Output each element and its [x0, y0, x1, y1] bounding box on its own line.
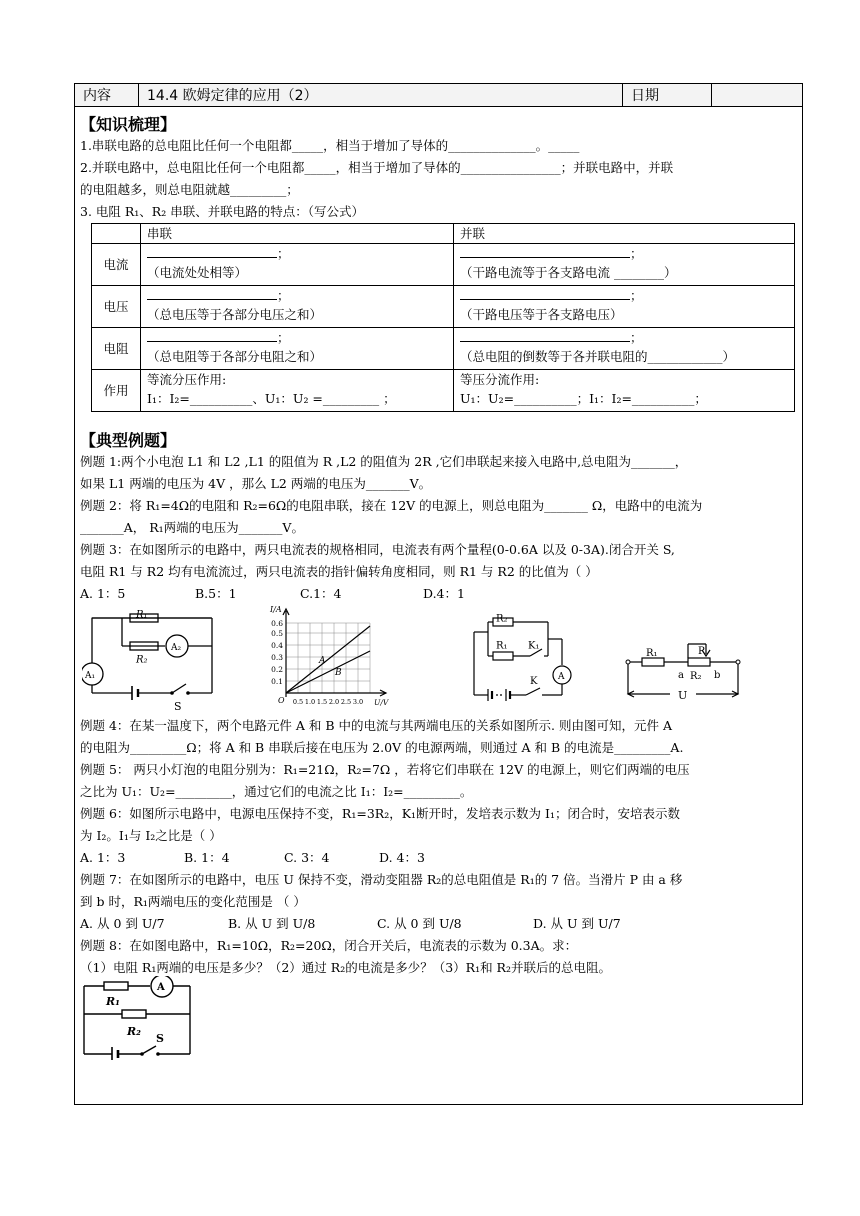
example1-line1: 例题 1:两个小电泡 L1 和 L2 ,L1 的阻值为 R ,L2 的阻值为 2R ,它们串联起来接入电路中,总电阻为_______，	[80, 454, 688, 469]
option[interactable]: D.4：1	[423, 586, 465, 601]
knowledge-q2b: 的电阻越多，则总电阻就越_________；	[80, 182, 299, 197]
col-series: 串联	[141, 224, 454, 244]
series-resistance-note: （总电阻等于各部分电阻之和）	[147, 349, 323, 364]
parallel-resistance-note: （总电阻的倒数等于各并联电阻的____________）	[460, 349, 736, 364]
example3-line2: 电阻 R1 与 R2 均有电流流过，两只电流表的指针偏转角度相同，则 R1 与 R2 的比值为（ ）	[80, 564, 598, 579]
switch-s[interactable]	[172, 684, 186, 693]
example4-line1: 例题 4：在某一温度下，两个电路元件 A 和 B 中的电流与其两端电压的关系如图所示. 则由图可知，元件 A	[80, 718, 672, 733]
x-tick: 0.5	[292, 698, 304, 706]
answer-blank[interactable]	[147, 328, 277, 342]
row-label-current: 电流	[92, 244, 141, 286]
x-tick: 1.0	[304, 698, 316, 706]
answer-blank[interactable]	[460, 286, 630, 300]
example8-line1: 例题 8：在如图电路中，R₁=10Ω，R₂=20Ω，闭合开关后，电流表的示数为 0.3A。求：	[80, 938, 578, 953]
x-axis-label: U/V	[374, 698, 389, 707]
answer-blank[interactable]	[147, 286, 277, 300]
label-a: A	[558, 672, 565, 682]
x-tick: 2.5	[340, 698, 352, 706]
series-b-line	[286, 651, 370, 693]
rheostat-r2	[688, 658, 710, 666]
date-value[interactable]	[712, 84, 802, 106]
y-tick: 0.2	[271, 665, 283, 674]
example7-line2: 到 b 时，R₁两端电压的变化范围是 （ ）	[80, 894, 306, 909]
label-s: S	[156, 1032, 164, 1045]
x-tick: 2.0	[328, 698, 340, 706]
parallel-use-line1: 等压分流作用:	[460, 372, 540, 387]
y-axis-label: I/A	[270, 605, 282, 614]
answer-blank[interactable]	[460, 244, 630, 258]
y-tick: 0.6	[271, 619, 283, 628]
series-a-line	[286, 626, 370, 693]
option[interactable]: B. 1：4	[184, 850, 230, 865]
example6-line2: 为 I₂。I₁与 I₂之比是（ ）	[80, 828, 222, 843]
label-r2: R₂	[127, 1025, 141, 1038]
knowledge-q3: 3. 电阻 R₁、R₂ 串联、并联电路的特点：（写公式）	[80, 204, 364, 219]
option[interactable]: C. 3：4	[284, 850, 330, 865]
option[interactable]: A. 1：5	[80, 586, 126, 601]
example5-line2: 之比为 U₁：U₂=_________，通过它们的电流之比 I₁：I₂=_________。	[80, 784, 473, 799]
date-label: 日期	[623, 84, 712, 106]
col-parallel: 并联	[454, 224, 795, 244]
example1-line2: 如果 L1 两端的电压为 4V ，那么 L2 两端的电压为_______V。	[80, 476, 432, 491]
circuit-characteristics-table	[91, 223, 795, 412]
knowledge-q1: 1.串联电路的总电阻比任何一个电阻都_____，相当于增加了导体的______________。_____	[80, 138, 580, 153]
option[interactable]: A. 从 0 到 U/7	[80, 916, 165, 931]
iu-graph	[262, 605, 394, 715]
knowledge-heading: 【知识梳理】	[80, 115, 177, 134]
resistor-r1	[493, 652, 513, 660]
y-tick: 0.3	[271, 653, 283, 662]
row-label-use: 作用	[92, 370, 141, 412]
series-use-line2: I₁：I₂=__________、U₁：U₂ =_________ ；	[147, 391, 396, 406]
header-row	[74, 83, 803, 107]
label-r2: R₂	[496, 613, 508, 625]
example4-line2: 的电阻为_________Ω；将 A 和 B 串联后接在电压为 2.0V 的电源两端，则通过 A 和 B 的电流是_________A.	[80, 740, 684, 755]
label-a: a	[678, 670, 684, 681]
parallel-current-cell: ； （干路电流等于各支路电流 ________）	[454, 244, 795, 286]
series-current-cell: ； （电流处处相等）	[141, 244, 454, 286]
parallel-voltage-cell: ； （干路电压等于各支路电压）	[454, 286, 795, 328]
knowledge-q2a: 2.并联电路中，总电阻比任何一个电阻都_____，相当于增加了导体的________________；并联电路中，并联	[80, 160, 674, 175]
content-label: 内容	[75, 84, 139, 106]
parallel-use-line2: U₁：U₂=__________；I₁：I₂=__________；	[460, 391, 707, 406]
y-tick: 0.1	[271, 677, 283, 686]
circuit-figure-5	[78, 976, 204, 1060]
series-voltage-note: （总电压等于各部分电压之和）	[147, 307, 323, 322]
y-tick: 0.5	[271, 629, 283, 638]
resistor-r2	[122, 1010, 146, 1018]
series-a-label: A	[319, 656, 326, 666]
parallel-current-note: （干路电流等于各支路电流 ________）	[460, 265, 677, 280]
resistor-r1	[104, 982, 128, 990]
worksheet-title: 14.4 欧姆定律的应用（2）	[139, 84, 623, 106]
origin-label: O	[278, 696, 285, 705]
series-resistance-cell: ； （总电阻等于各部分电阻之和）	[141, 328, 454, 370]
label-r2: R₂	[690, 671, 702, 682]
example7-line1: 例题 7：在如图所示的电路中，电压 U 保持不变，滑动变阻器 R₂的总电阻值是 R₁的 7 倍。当滑片 P 由 a 移	[80, 872, 683, 887]
examples-heading: 【典型例题】	[80, 431, 177, 450]
series-use-line1: 等流分压作用:	[147, 372, 227, 387]
answer-blank[interactable]	[147, 244, 277, 258]
label-r1: R₁	[136, 609, 148, 621]
answer-blank[interactable]	[460, 328, 630, 342]
example2-line1: 例题 2：将 R₁=4Ω的电阻和 R₂=6Ω的电阻串联，接在 12V 的电源上，则总电阻为_______ Ω，电路中的电流为	[80, 498, 703, 513]
example8-line2: （1）电阻 R₁两端的电压是多少？（2）通过 R₂的电流是多少？（3）R₁和 R₂并联后的总电阻。	[80, 960, 611, 975]
switch-s[interactable]	[142, 1046, 156, 1054]
parallel-voltage-note: （干路电压等于各支路电压）	[460, 307, 623, 322]
example6-line1: 例题 6：如图所示电路中，电源电压保持不变，R₁=3R₂，K₁断开时，发培表示数为 I₁；闭合时，安培表示数	[80, 806, 680, 821]
x-tick: 1.5	[316, 698, 328, 706]
option[interactable]: C.1：4	[300, 586, 342, 601]
resistor-r1	[642, 658, 664, 666]
table-corner	[92, 224, 141, 244]
option[interactable]: D. 从 U 到 U/7	[533, 916, 621, 931]
series-b-label: B	[335, 668, 342, 678]
row-label-voltage: 电压	[92, 286, 141, 328]
option[interactable]: C. 从 0 到 U/8	[377, 916, 462, 931]
option[interactable]: B.5：1	[195, 586, 237, 601]
switch-k[interactable]	[526, 688, 540, 695]
label-k1: K₁	[528, 640, 540, 652]
circuit-figure-1	[82, 608, 222, 712]
label-a: A	[157, 982, 165, 993]
series-current-note: （电流处处相等）	[147, 265, 248, 280]
option[interactable]: B. 从 U 到 U/8	[228, 916, 316, 931]
example5-line1: 例题 5： 两只小灯泡的电阻分别为：R₁=21Ω，R₂=7Ω ，若将它们串联在 12V 的电源上，则它们两端的电压	[80, 762, 690, 777]
label-s: S	[174, 700, 182, 712]
label-a1: A₁	[85, 671, 96, 681]
example2-line2: _______A， R₁两端的电压为_______V。	[80, 520, 304, 535]
x-tick: 3.0	[352, 698, 364, 706]
circuit-figure-4	[620, 612, 750, 702]
label-r1: R₁	[106, 995, 120, 1008]
label-r1: R₁	[646, 648, 658, 659]
label-r1: R₁	[496, 640, 508, 652]
label-u: U	[678, 689, 688, 702]
series-voltage-cell: ； （总电压等于各部分电压之和）	[141, 286, 454, 328]
label-b: b	[714, 670, 721, 681]
parallel-use-cell	[454, 370, 795, 412]
label-p: P	[698, 646, 705, 657]
parallel-resistance-cell: ； （总电阻的倒数等于各并联电阻的____________）	[454, 328, 795, 370]
option[interactable]: A. 1：3	[80, 850, 126, 865]
circuit-figure-3	[462, 610, 580, 710]
label-k: K	[530, 676, 538, 687]
option[interactable]: D. 4：3	[379, 850, 425, 865]
y-tick: 0.4	[271, 641, 283, 650]
series-use-cell	[141, 370, 454, 412]
example3-line1: 例题 3：在如图所示的电路中，两只电流表的规格相同，电流表有两个量程(0-0.6A 以及 0-3A).闭合开关 S,	[80, 542, 675, 557]
label-r2: R₂	[136, 654, 148, 666]
row-label-resistance: 电阻	[92, 328, 141, 370]
label-a2: A₂	[171, 643, 182, 653]
